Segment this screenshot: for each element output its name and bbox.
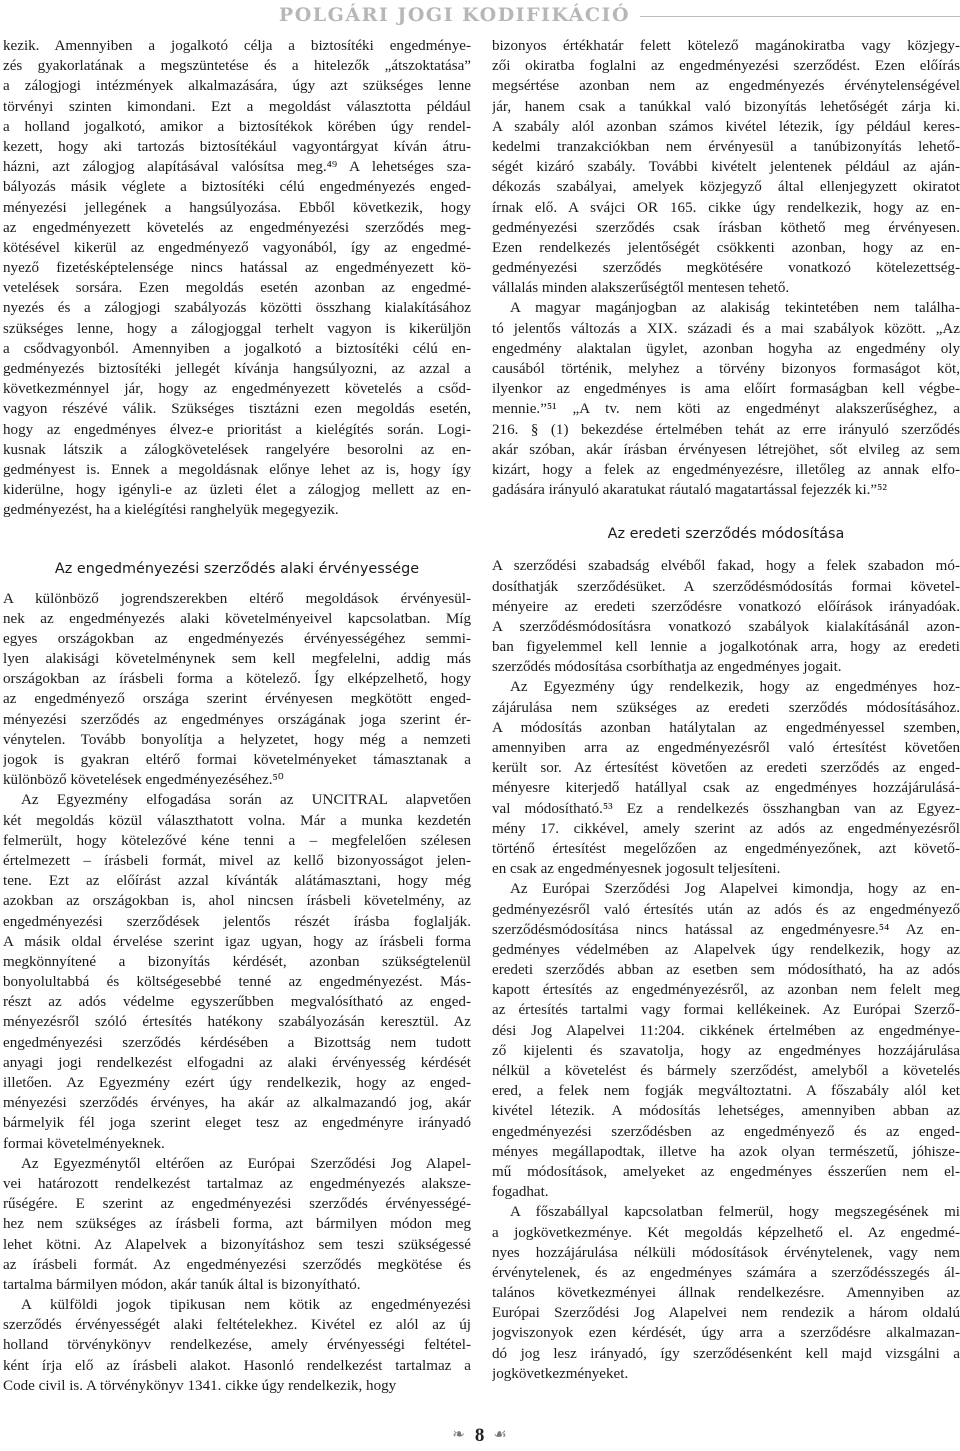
text-line: nyes hozzájárulása nélküli módosítások érvénytelenek, vagy nem xyxy=(492,1244,960,1261)
text-line: Ezen rendelkezés jelentőségét csökkenti azonban, hogy az en- xyxy=(492,239,960,256)
text-line: A főszabállyal kapcsolatban felmerül, hogy megszegésének mi xyxy=(510,1204,960,1221)
text-line: a zálogjogi intézmények alkalmazására, úgy azt szükséges lenne xyxy=(3,78,471,95)
text-line: megkönnyítené a bizonyítás kérdését, azonban szükségtelenül xyxy=(3,953,471,970)
text-line: Európai Szerződési Jog Alapelvei nem rendezik a három oldalú xyxy=(492,1305,960,1322)
text-line: felmerült, hogy kötelezővé kéne tenni a – megfelelően szélesen xyxy=(3,832,471,849)
text-line: kiderülne, hogy igényli-e az üzleti élet a zálogjog mellett az en- xyxy=(3,482,471,499)
text-line: fogadhat. xyxy=(492,1184,549,1201)
text-line: hez nem szükséges az írásbeli forma, azt bármilyen módon meg xyxy=(3,1216,471,1233)
footer-ornament-left: ❧ xyxy=(452,1427,466,1443)
right-column xyxy=(492,36,960,1384)
paragraph xyxy=(492,298,960,500)
text-line: A szerződésmódosításra vonatkozó szabályok kialakításánál azon- xyxy=(492,618,960,635)
text-line: nyezés és a zálogjogi szabályozás közötti összhang kialakításához xyxy=(3,300,471,317)
text-line: amennyiben arra az engedményezésről való értesítést követően xyxy=(492,740,960,756)
text-line: szerződés módosítása csorbíthatja az engedményes jogait. xyxy=(492,659,842,676)
text-line: megsértése azonban nem az engedményezés érvénytelenségével xyxy=(492,78,960,95)
paragraph xyxy=(3,790,471,1153)
footer-ornament-right: ☙ xyxy=(493,1427,508,1443)
text-line: részt az adós védelme egyszerűbben megvalósítható az enged- xyxy=(3,994,471,1011)
text-line: gedményezés biztosítéki jellegét kívánja hangsúlyozni, az azzal a xyxy=(3,361,471,377)
text-line: szükséges lenne, hogy a zálogjoggal terhelt vagyon is kikerüljön xyxy=(3,320,471,337)
text-line: szerződés érvényességét alaki feltételekhez. Kivétel ez alól az új xyxy=(3,1317,471,1334)
left-column xyxy=(3,36,471,1396)
running-head-rule xyxy=(640,16,960,17)
text-line: gedményezési szerződés megkötésére vonatkozó kötelezettség- xyxy=(492,260,960,277)
text-line: kivétel létezik. A módosítás lehetséges, amennyiben abban az xyxy=(492,1103,960,1120)
text-line: dési Jog Alapelvei 11:204. cikkének értelmében az engedménye- xyxy=(492,1022,960,1039)
text-line: kapott értesítés az engedményezésről, az azonban nem felelt meg xyxy=(492,982,960,999)
text-line: akár szóban, akár írásban érvényesen létrejöhet, sőt elvileg az sem xyxy=(492,441,960,458)
text-line: tene. Ezt az előírást azzal kívánták alátámasztani, hogy még xyxy=(3,873,471,890)
text-line: bizonyos értékhatár felett kötelező magánokiratba vagy közjegy- xyxy=(492,38,960,54)
text-line: azokban az országokban is, ahol nincsen írásbeli követelmény, az xyxy=(3,893,471,910)
text-line: ményes megállapodtak, illetve ha azok olyan természetű, jóhisze- xyxy=(492,1143,960,1160)
text-line: nek az engedményezés alaki követelményeivel kapcsolatban. Míg xyxy=(3,610,471,627)
text-line: házni, azt zálogjog alapításával valósítsa meg.⁴⁹ A lehetséges sza- xyxy=(3,159,471,176)
paragraph xyxy=(492,36,960,298)
text-line: talános következményei állnak rendelkezésre. Amennyiben az xyxy=(492,1285,960,1302)
text-line: vetelések sorsára. Ezen megoldás esetén azonban az engedmé- xyxy=(3,280,471,297)
text-line: vagyon részévé válik. Szükséges tisztázni ezen megoldás esetén, xyxy=(3,401,471,418)
text-line: bármelyik fél joga szerint eleget tesz az engedményre irányadó xyxy=(3,1115,471,1132)
text-line: vei határozott rendelkezést tartalmaz az engedményezés alaksze- xyxy=(3,1175,471,1192)
text-line: a csődvagyonból. Amennyiben a jogalkotó a biztosítéki célú en- xyxy=(3,340,471,357)
text-line: a jogkövetkezménye. Két megoldás képzelhető el. Az engedmé- xyxy=(492,1224,960,1241)
text-line: illetően. Az Egyezmény ezért úgy rendelkezik, hogy az enged- xyxy=(3,1075,471,1091)
text-line: történő értesítést megelőzően az engedményezőnek, azt követő- xyxy=(492,840,960,857)
text-line: az engedményező országa szerint érvényesen megkötött enged- xyxy=(3,691,471,708)
text-line: kedelmi tranzakciókban nem érvényesül a tanúbizonyítás lehető- xyxy=(492,138,960,155)
section-heading: Az engedményezési szerződés alaki érvényessége xyxy=(54,560,420,577)
text-line: Az Európai Szerződési Jog Alapelvei kimondja, hogy az en- xyxy=(510,881,960,898)
text-line: az engedményezett követelés az engedményezési szerződés meg- xyxy=(3,219,471,236)
paragraph xyxy=(492,677,960,879)
heading-spacer xyxy=(3,521,471,557)
text-line: A módosítás azonban hatálytalan az engedményessel szemben, xyxy=(492,719,960,736)
text-line: engedmény alaktalan ügylet, azonban hogyha az engedmény oly xyxy=(492,340,960,357)
text-line: törvényi szinten kimondani. Ezt a megoldást választotta például xyxy=(3,98,471,115)
text-line: nyező fizetésképtelensége nincs hatással az engedményezett kö- xyxy=(3,260,471,277)
text-line: jogviszonyok ezen kérdését, úgy arra a szerződésre alkalmazan- xyxy=(492,1325,960,1342)
text-line: kezett, hogy aki tartozás biztosítékául vagyontárgyat kíván átru- xyxy=(3,138,471,155)
text-line: dékozás szabályai, amelyek közjegyző által ellenjegyzett okiratot xyxy=(492,179,960,196)
text-line: 216. § (1) bekezdése értelmében tehát az erre irányuló szerződés xyxy=(492,421,960,438)
text-line: gedményezést, ha a kielégítési ranghelyük megegyezik. xyxy=(3,502,339,519)
text-line: tartalma bármilyen módon, akár tanúk által is bizonyítható. xyxy=(3,1276,361,1293)
text-line: Az Egyezménytől eltérően az Európai Szerződési Jog Alapel- xyxy=(21,1155,471,1172)
text-line: ményeire az eredeti szerződésre vonatkozó előírások irányadóak. xyxy=(492,598,960,615)
text-line: mű módosítások, amelyeket az engedményes ésszerűen nem el- xyxy=(492,1163,960,1180)
text-line: ered, a felek nem fogják megváltoztatni. A főszabály alól ket xyxy=(492,1083,960,1100)
text-line: egyes országokban az engedményezés érvényességéhez semmi- xyxy=(3,630,471,647)
text-line: rűségére. E szerint az engedményezési szerződés érvényességé- xyxy=(3,1196,471,1213)
text-line: kötésével kikerül az engedményező vagyonából, így az engedmé- xyxy=(3,239,471,256)
text-line: dosíthatják szerződésüket. A szerződésmódosítás formai követel- xyxy=(492,578,960,595)
text-line: kizárt, hogy a felek az engedményezésre, illetőleg az annak elfo- xyxy=(492,461,960,478)
text-line: vénytelen. Tovább bonyolítja a helyzetet, hogy még a nemzeti xyxy=(3,731,471,748)
text-line: lyen alakisági követelménynek sem kell megfelelni, addig más xyxy=(3,651,471,668)
text-line: Az Egyezmény elfogadása során az UNCITRAL alapvetően xyxy=(21,792,471,809)
text-line: az értesítés tartalmi vagy formai kellékeinek. Az Európai Szerző- xyxy=(492,1002,960,1019)
text-line: országokban az írásbeli forma a kötelező. Így elképzelhető, hogy xyxy=(3,671,471,688)
running-head-title: POLGÁRI JOGI KODIFIKÁCIÓ xyxy=(278,4,630,26)
text-line: gedményes védelmében az Alapelvek úgy rendelkezik, hogy az xyxy=(492,941,960,958)
text-line: engedményezési szerződés kérdésében a Bizottság nem tudott xyxy=(3,1034,471,1051)
text-line: kusnak látszik a zálogkövetelések rangelyére besorolni az en- xyxy=(3,441,471,458)
text-line: A külföldi jogok tipikusan nem kötik az engedményezési xyxy=(21,1297,471,1314)
heading-spacer xyxy=(492,500,960,522)
text-line: jogok is gyakran eltérő formai követelményeket támasztanak a xyxy=(3,752,471,768)
text-line: következménnyel jár, hogy az engedményezett követelés a csőd- xyxy=(3,381,471,398)
text-line: vállalás minden alakszerűségtől mentesen tehető. xyxy=(492,280,790,297)
text-line: mennie.”⁵¹ „A tv. nem köti az engedményt alakszerűséghez, a xyxy=(492,401,960,418)
text-line: ményezésről szóló értesítés hatékony szabályozásán keresztül. Az xyxy=(3,1014,471,1031)
text-line: ményesre kiterjedő hatállyal csak az engedményes hozzájárulásá- xyxy=(492,780,960,797)
text-line: ményezési szerződés érvényes, ha akár az alkalmazandó jog, akár xyxy=(3,1095,471,1112)
text-line: eredeti szerződés abban az esetben sem módosítható, ha az adós xyxy=(492,962,960,979)
text-line: Code civil is. A törvénykönyv 1341. cikke úgy rendelkezik, hogy xyxy=(3,1377,397,1394)
text-line: a holland jogalkotó, amikor a biztosítékok körében úgy rendel- xyxy=(3,118,471,135)
text-line: zés gyakorlatának a megszüntetése és a hitelezők „átszoktatása” xyxy=(3,58,471,75)
text-line: ként írja elő az írásbeli alakot. Hasonló rendelkezést tartalmaz a xyxy=(3,1357,471,1374)
paragraph xyxy=(3,36,471,521)
text-line: bonyolultabbá és költségesebbé tenné az engedményezést. Más- xyxy=(3,974,471,991)
text-line: formai követelményeknek. xyxy=(3,1135,165,1152)
heading-spacer xyxy=(3,581,471,589)
text-line: lehet kötni. Az Alapelvek a bizonyításhoz sem teszi szükségessé xyxy=(3,1236,471,1253)
text-line: ző kijelenti és szavatolja, hogy az engedményes hozzájárulása xyxy=(492,1042,960,1059)
paragraph xyxy=(3,1295,471,1396)
text-line: zői okiratba foglalni az engedményezési szerződést. Ezen előírás xyxy=(492,58,960,75)
text-line: causából történik, melyhez a törvény bizonyos formaságot köt, xyxy=(492,361,960,377)
text-line: ilyenkor az engedményes is ama előírt formaságban kell végbe- xyxy=(492,381,960,398)
text-line: A különböző jogrendszerekben eltérő megoldások érvényesül- xyxy=(3,590,471,607)
text-line: A másik oldal érvelése szerint igaz ugyan, hogy az írásbeli forma xyxy=(3,933,471,950)
text-line: A szabály alól azonban számos kivétel létezik, így például keres- xyxy=(492,118,960,135)
paragraph xyxy=(3,1154,471,1295)
text-line: került sor. Az értesítést követően az eredeti szerződés az enged- xyxy=(492,760,960,777)
text-line: szerződésmódosítása nincs hatással az engedményesre.⁵⁴ Az en- xyxy=(492,921,960,938)
text-line: ségét kizáró szabály. További kivételt jelentenek például az aján- xyxy=(492,159,960,176)
paragraph xyxy=(3,589,471,791)
text-line: engedményezési szerződések jelentős részét írásba foglalják. xyxy=(3,913,471,930)
text-line: engedményezési szerződésben az engedményező és az enged- xyxy=(492,1123,960,1140)
text-line: jogkövetkezményeket. xyxy=(492,1365,629,1382)
page-footer xyxy=(0,1425,960,1449)
text-line: bályozás másik véglete a biztosítéki célú engedményezés enged- xyxy=(3,179,471,196)
text-line: jár, hanem csak a tanúkkal való bizonyítás lehetőségét zárja ki. xyxy=(492,98,960,115)
text-line: Az Egyezmény úgy rendelkezik, hogy az engedményes hoz- xyxy=(510,679,960,696)
text-line: értelmezett – írásbeli formát, mivel az kellő bizonyosságot jelen- xyxy=(3,852,471,869)
text-line: hogy az engedményes élvez-e prioritást a kielégítés során. Logi- xyxy=(3,421,471,438)
text-line: különböző követelések engedményezéséhez.⁵⁰ xyxy=(3,772,284,789)
text-line: két megoldás közül választhatott volna. Már a munka kezdetén xyxy=(3,812,471,829)
text-line: A magyar magánjogban az alakiság tekintetében nem találha- xyxy=(510,300,960,317)
paragraph xyxy=(492,1202,960,1384)
text-line: mény 17. cikkével, amely szerint az adós az engedményezésről xyxy=(492,820,960,837)
text-line: ban figyelemmel kell lennie a jogalkotónak arra, hogy az eredeti xyxy=(492,639,960,656)
paragraph xyxy=(492,879,960,1202)
text-line: dó jog lesz irányadó, így szerződésenként kell majd vizsgálni a xyxy=(492,1345,960,1362)
text-line: ményezési jellegének a hangsúlyozása. Ebből következik, hogy xyxy=(3,199,471,216)
paragraph xyxy=(492,556,960,677)
page-number: 8 xyxy=(474,1425,485,1446)
text-line: gadására irányuló akaratukat ráutaló magatartással fejezzék ki.”⁵² xyxy=(492,482,887,499)
text-line: gedményest is. Ennek a megoldásnak előnye lehet az is, hogy így xyxy=(3,461,471,478)
text-line: anyagi jogi rendelkezést elfogadni az alaki érvényesség kérdését xyxy=(3,1054,471,1071)
text-line: nélkül a követelést és bármely szerződést, amelyből a követelés xyxy=(492,1063,960,1079)
text-line: A szerződési szabadság elvéből fakad, hogy a felek szabadon mó- xyxy=(492,558,960,575)
text-line: tó jelentős változás a XIX. századi és a mai szabályok között. „Az xyxy=(492,320,960,337)
text-line: zájárulása nem szükséges az eredeti szerződés módosításához. xyxy=(492,699,960,716)
text-line: kezik. Amennyiben a jogalkotó célja a biztosítéki engedménye- xyxy=(3,38,471,54)
text-line: érvénytelenek, és az engedményes számára a szerződésszegés ál- xyxy=(492,1264,960,1281)
text-line: gedményezési szerződés csak írásban köthető meg érvényesen. xyxy=(492,219,960,236)
text-line: en csak az engedményesnek jogosult teljesíteni. xyxy=(492,861,781,878)
heading-spacer xyxy=(492,546,960,556)
text-line: írnak elő. A svájci OR 165. cikke úgy rendelkezik, hogy az en- xyxy=(492,199,960,216)
text-line: az írásbeli formát. Az engedményezési szerződés megkötése és xyxy=(3,1256,471,1273)
text-line: val módosítható.⁵³ Ez a rendelkezés összhangban van az Egyez- xyxy=(492,800,960,817)
text-line: ményezési szerződés az engedményes országának joga szerint ér- xyxy=(3,711,471,728)
section-heading: Az eredeti szerződés módosítása xyxy=(607,526,845,543)
text-line: holland törvénykönyv rendelkezése, amely érvényességi feltétel- xyxy=(3,1337,471,1354)
text-line: gedményezésről való értesítés után az adós és az engedményező xyxy=(492,901,960,918)
